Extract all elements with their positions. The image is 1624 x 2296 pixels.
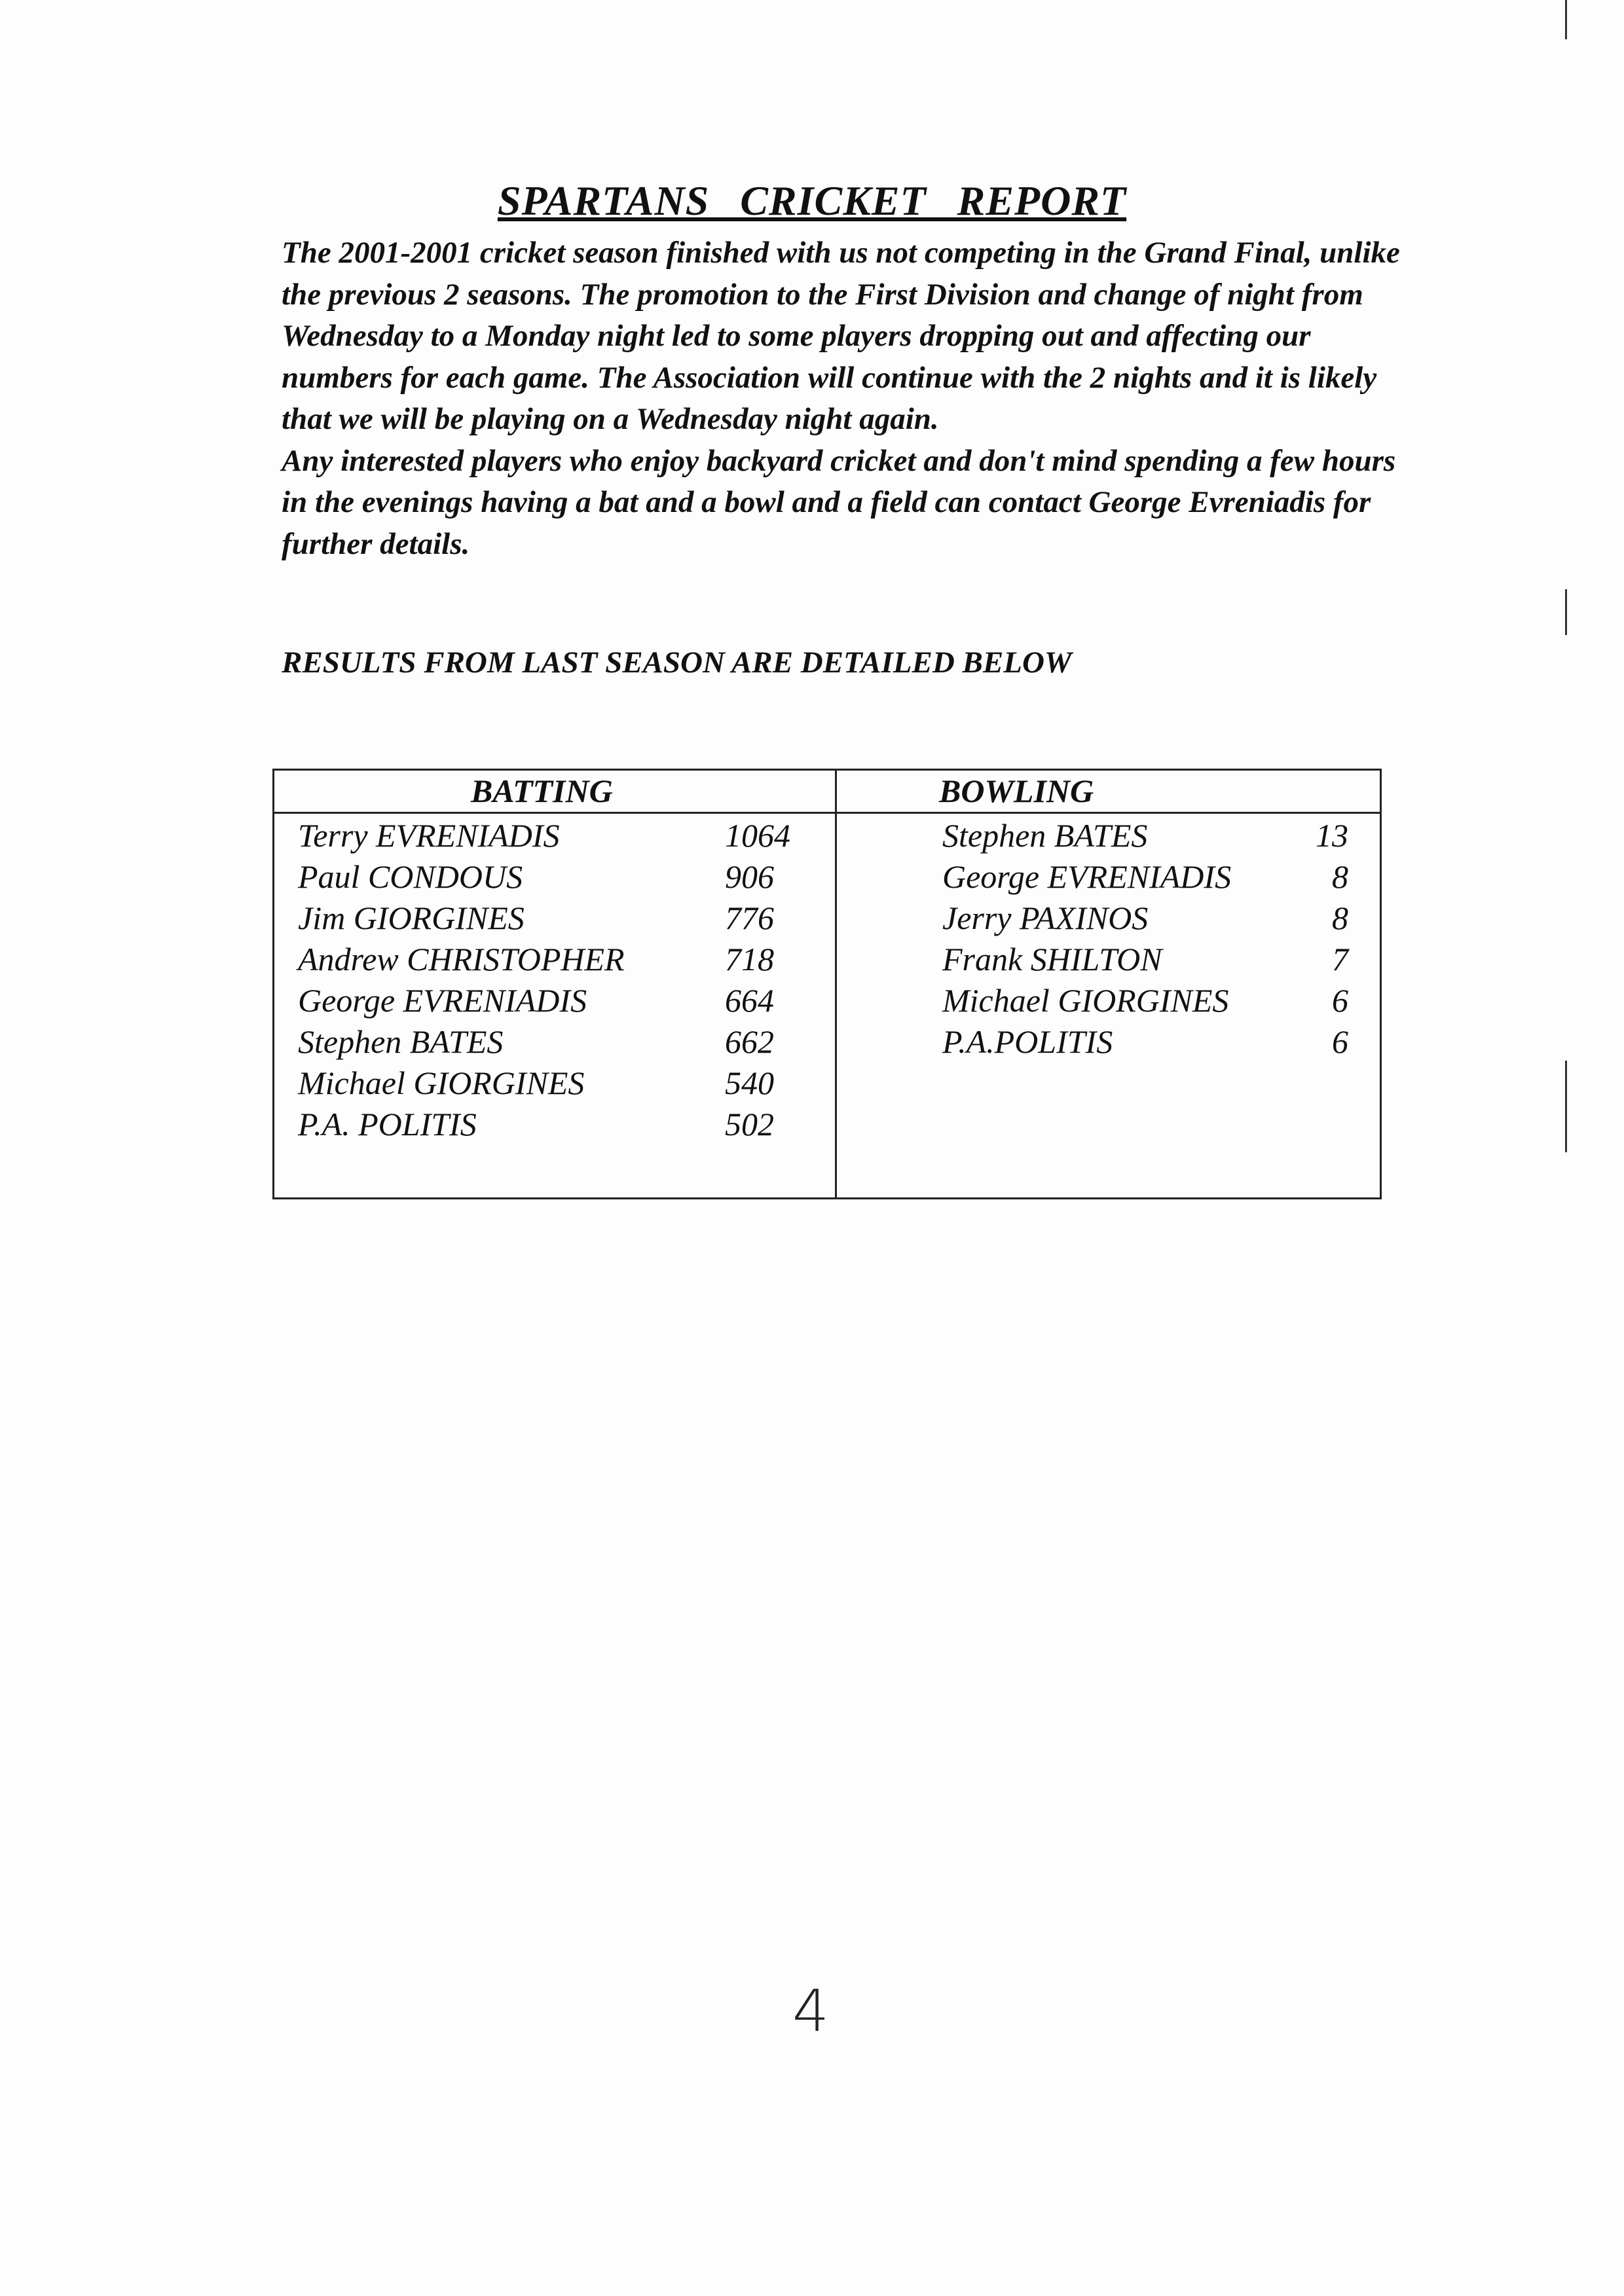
batsman-name: Michael GIORGINES	[298, 1065, 585, 1101]
bowler-wickets: 13	[1316, 817, 1348, 854]
header-rule	[274, 812, 1380, 814]
batting-row	[298, 1104, 822, 1145]
bowling-row	[942, 1021, 1375, 1063]
batsman-name: Jim GIORGINES	[298, 900, 525, 936]
bowler-name: George EVRENIADIS	[942, 858, 1232, 895]
batsman-runs: 664	[725, 982, 774, 1019]
batting-row	[298, 939, 822, 980]
scan-edge-mark	[1565, 0, 1567, 39]
bowling-heading: BOWLING	[939, 773, 1094, 809]
bowling-row	[942, 980, 1375, 1021]
batting-row	[298, 1021, 822, 1063]
batsman-name: P.A. POLITIS	[298, 1106, 477, 1142]
report-body	[282, 232, 1408, 565]
scan-edge-mark	[1565, 589, 1567, 635]
bowling-row	[942, 898, 1375, 939]
page-number: 4	[792, 1977, 829, 2045]
batsman-name: Paul CONDOUS	[298, 858, 523, 895]
batting-row	[298, 898, 822, 939]
results-heading: RESULTS FROM LAST SEASON ARE DETAILED BELOW	[282, 646, 1072, 680]
bowler-wickets: 8	[1332, 858, 1348, 895]
bowling-row	[942, 815, 1375, 856]
report-title: SPARTANS CRICKET REPORT	[497, 177, 1127, 224]
batting-row	[298, 1063, 822, 1104]
bowler-wickets: 7	[1332, 941, 1348, 977]
bowler-wickets: 8	[1332, 900, 1348, 936]
bowler-wickets: 6	[1332, 1023, 1348, 1060]
report-paragraph-1: The 2001-2001 cricket season finished with us not competing in the Grand Final, unlike the previous 2 seasons. The promotion to the First Division and change of night from Wednesday to a Monday night led to some players dropping out and affecting our numbers for each game. The Association will continue with the 2 nights and it is likely that we will be playing on a Wednesday night again.	[282, 236, 1400, 436]
batsman-name: Stephen BATES	[298, 1023, 504, 1060]
batsman-runs: 540	[725, 1065, 774, 1101]
bowler-name: Stephen BATES	[942, 817, 1148, 854]
batsman-runs: 906	[725, 858, 774, 895]
batsman-runs: 718	[725, 941, 774, 977]
report-paragraph-2: Any interested players who enjoy backyard cricket and don't mind spending a few hours in the evenings having a bat and a bowl and a field can contact George Evreniadis for further details.	[282, 443, 1396, 561]
batsman-runs: 1064	[725, 817, 790, 854]
batting-heading: BATTING	[471, 773, 613, 809]
batsman-name: Andrew CHRISTOPHER	[298, 941, 625, 977]
batsman-name: Terry EVRENIADIS	[298, 817, 560, 854]
stats-table	[272, 769, 1382, 1199]
column-divider	[835, 771, 837, 1197]
bowler-name: Jerry PAXINOS	[942, 900, 1149, 936]
bowling-row	[942, 939, 1375, 980]
batting-row	[298, 980, 822, 1021]
bowler-name: Frank SHILTON	[942, 941, 1162, 977]
bowling-row	[942, 856, 1375, 898]
bowler-wickets: 6	[1332, 982, 1348, 1019]
batsman-name: George EVRENIADIS	[298, 982, 587, 1019]
bowler-name: P.A.POLITIS	[942, 1023, 1113, 1060]
batsman-runs: 502	[725, 1106, 774, 1142]
bowler-name: Michael GIORGINES	[942, 982, 1229, 1019]
batting-row	[298, 856, 822, 898]
batsman-runs: 662	[725, 1023, 774, 1060]
batsman-runs: 776	[725, 900, 774, 936]
scan-edge-mark	[1565, 1061, 1567, 1152]
batting-row	[298, 815, 822, 856]
